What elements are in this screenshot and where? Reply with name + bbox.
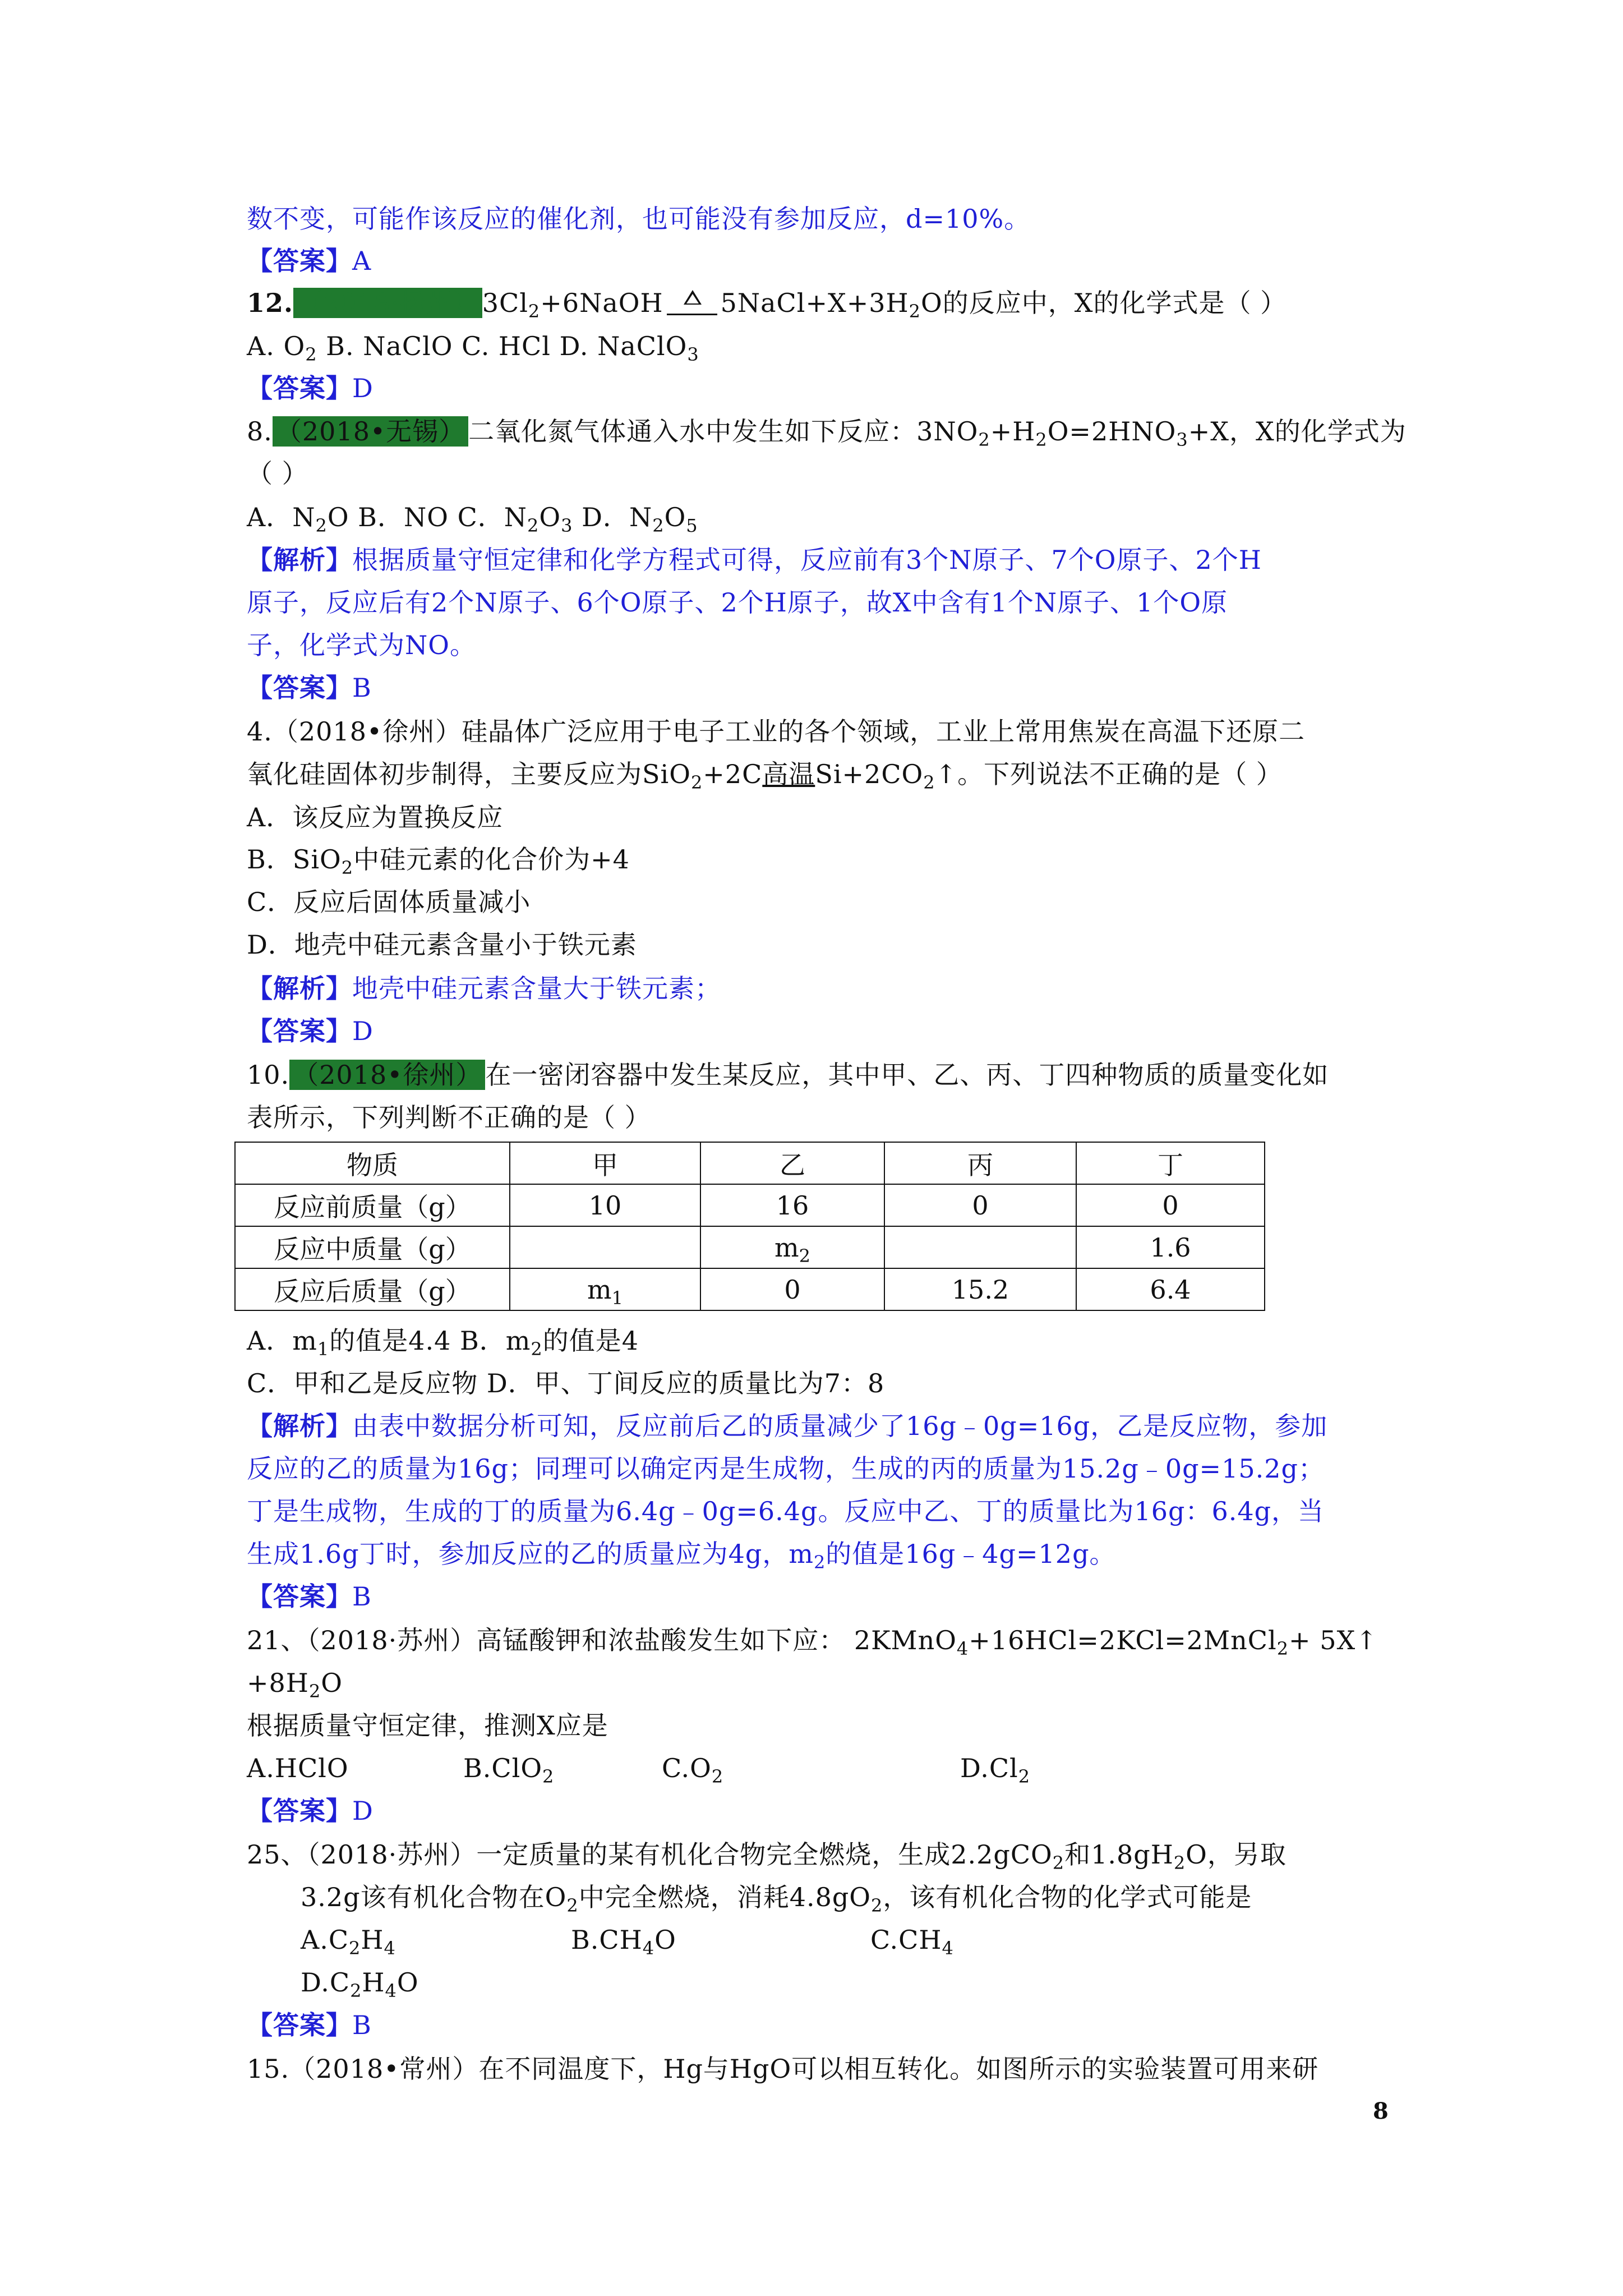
option-c: $C.CH_4$ — [870, 1925, 954, 1959]
option-a: A.HClO — [247, 1753, 349, 1783]
table-cell: $m_2$ — [700, 1226, 884, 1268]
question-text: 25、（2018·苏州）一定质量的某有机化合物完全燃烧，生成2.2gCO — [247, 1839, 1053, 1870]
table-cell: 反应后质量（g） — [235, 1268, 510, 1310]
option-b: B.ClO$_2$ — [463, 1753, 555, 1788]
option-text: O B．NO C．N — [327, 502, 528, 532]
option-text: 的值是4 — [542, 1326, 639, 1356]
option-b: $B.CH_4O$ — [571, 1925, 676, 1959]
table-row — [235, 1184, 1265, 1226]
question-25: 25、（2018·苏州）一定质量的某有机化合物完全燃烧，生成2.2gCO$_2$和$1.8gH_2O$，另取 — [247, 1839, 1287, 1874]
option-c: C．反应后固体质量减小 — [247, 887, 531, 917]
answer-line — [247, 370, 374, 406]
table-cell: 10 — [510, 1184, 700, 1226]
source-tag: （2018•无锡） — [273, 416, 468, 447]
source-tag: （2018•徐州） — [289, 1060, 485, 1090]
mass-table — [234, 1142, 1265, 1311]
table-cell: 16 — [700, 1184, 884, 1226]
question-text: 5NaCl+X+3H — [720, 288, 909, 318]
question-text: O=2HNO — [1047, 416, 1177, 447]
question-text: 和1.8gH — [1064, 1839, 1174, 1870]
answer-label: 【答案】 — [247, 1581, 352, 1612]
analysis-line — [247, 542, 1262, 578]
option-text: A．m — [247, 1326, 317, 1356]
analysis-line: 生成1.6g丁时，参加反应的乙的质量应为4g，$m_2$的值是16g﹣4g=12g。 — [247, 1539, 1116, 1573]
answer-line — [247, 1793, 374, 1829]
option-text: H — [361, 1925, 384, 1955]
answer-line — [247, 1579, 372, 1614]
option-text: O — [396, 1967, 419, 1998]
question-text: + 5X↑ — [1289, 1625, 1378, 1655]
question-21-options — [247, 1750, 349, 1786]
heat-triangle-icon — [667, 288, 717, 315]
option-text: C.CH — [870, 1925, 942, 1955]
question-12-options: A. $O_2$ B. NaClO C. HCl D. NaClO$_3$ — [247, 331, 699, 366]
table-header: 甲 — [510, 1142, 700, 1184]
analysis-label: 【解析】 — [247, 973, 352, 1004]
table-cell: 1.6 — [1076, 1226, 1265, 1268]
analysis-text: 根据质量守恒定律和化学方程式可得，反应前有3个N原子、7个O原子、2个H — [352, 545, 1262, 575]
question-10-options-2: C．甲和乙是反应物 D．甲、丁间反应的质量比为7：8 — [247, 1368, 885, 1398]
options-rest: B. NaClO C. HCl D. NaClO — [317, 331, 688, 361]
option-text: H — [362, 1967, 385, 1998]
table-cell: 反应中质量（g） — [235, 1226, 510, 1268]
answer-label: 【答案】 — [247, 673, 352, 703]
question-text: 中完全燃烧，消耗4.8gO — [578, 1882, 872, 1912]
analysis-line: 丁是生成物，生成的丁的质量为6.4g﹣0g=6.4g。反应中乙、丁的质量比为16g：6.4g，当 — [247, 1496, 1325, 1526]
answer-value: B — [352, 2010, 372, 2040]
analysis-text: 生成1.6g丁时，参加反应的乙的质量应为4g，m — [247, 1539, 814, 1569]
analysis-line — [247, 1408, 1327, 1444]
analysis-line: 原子，反应后有2个N原子、6个O原子、2个H原子，故X中含有1个N原子、1个O原 — [247, 587, 1228, 618]
question-text: O的反应中，X的化学式是（ ） — [921, 288, 1287, 318]
question-text: ↑。下列说法不正确的是（ ） — [935, 759, 1283, 789]
table-cell: 0 — [884, 1184, 1076, 1226]
question-8-paren: （ ） — [247, 458, 308, 489]
question-15: 15.（2018•常州）在不同温度下，Hg与HgO可以相互转化。如图所示的实验装置可用来研 — [247, 2054, 1319, 2084]
table-cell: 0 — [1076, 1184, 1265, 1226]
page-number: 8 — [1373, 2098, 1389, 2124]
analysis-text: 地壳中硅元素含量大于铁元素； — [352, 973, 721, 1004]
answer-value: D — [352, 1796, 374, 1826]
analysis-line — [247, 970, 721, 1006]
answer-value: D — [352, 373, 374, 403]
table-cell — [884, 1226, 1076, 1268]
analysis-line: 子，化学式为NO。 — [247, 630, 476, 660]
answer-label: 【答案】 — [247, 1796, 352, 1826]
question-10 — [247, 1057, 1329, 1093]
question-number: 12. — [247, 288, 294, 318]
table-header: 丁 — [1076, 1142, 1265, 1184]
question-text: Si+2CO — [815, 759, 924, 789]
option-d: $D.C_2H_4O$ — [301, 1967, 419, 2002]
question-text: O — [321, 1668, 343, 1698]
source-tag: （2018·扬州） — [293, 288, 482, 318]
question-text: +8H — [247, 1668, 309, 1698]
table-row — [235, 1268, 1265, 1310]
condition-text: 高温 — [762, 759, 815, 789]
table-header: 乙 — [700, 1142, 884, 1184]
question-number: 8. — [247, 416, 273, 447]
option-a: A. O — [247, 331, 306, 361]
answer-value: B — [352, 1581, 372, 1612]
table-cell: 15.2 — [884, 1268, 1076, 1310]
answer-value: A — [352, 246, 372, 276]
answer-line — [247, 243, 371, 279]
option-c: $C.O_2$ — [662, 1753, 724, 1788]
question-21-line2: $+8H_2O$ — [247, 1668, 343, 1703]
option-text: 的值是4.4 B．m — [329, 1326, 531, 1356]
question-text: +2C — [703, 759, 763, 789]
question-text: 21、（2018·苏州）高锰酸钾和浓盐酸发生如下应： 2KMnO — [247, 1625, 957, 1655]
table-header: 物质 — [235, 1142, 510, 1184]
option-text: D.Cl — [960, 1753, 1018, 1783]
table-cell: 反应前质量（g） — [235, 1184, 510, 1226]
answer-label: 【答案】 — [247, 2010, 352, 2040]
table-cell: 6.4 — [1076, 1268, 1265, 1310]
option-d: D．地壳中硅元素含量小于铁元素 — [247, 930, 637, 960]
question-text: ，该有机化合物的化学式可能是 — [883, 1882, 1252, 1912]
option-text: D．N — [573, 502, 653, 532]
question-21-line3: 根据质量守恒定律，推测X应是 — [247, 1710, 608, 1741]
option-text: 中硅元素的化合价为+4 — [353, 844, 630, 875]
answer-label: 【答案】 — [247, 246, 352, 276]
question-text: +X，X的化学式为 — [1188, 416, 1407, 447]
option-text: B．SiO — [247, 844, 342, 875]
analysis-text: 由表中数据分析可知，反应前后乙的质量减少了16g﹣0g=16g，乙是反应物，参加 — [352, 1411, 1328, 1441]
option-text: B.CH — [571, 1925, 643, 1955]
option-b: B．SiO$_2$中硅元素的化合价为+4 — [247, 844, 630, 879]
question-text: 3Cl — [482, 288, 528, 318]
question-12: 12. （2018·扬州） $3Cl_2+6NaOH$ $5NaCl+X+3H_2O$的反应中，X的化学式是（ ） — [247, 288, 1287, 323]
answer-line — [247, 1013, 374, 1049]
question-text: 氧化硅固体初步制得，主要反应为SiO — [247, 759, 691, 789]
question-text: 3.2g该有机化合物在O — [301, 1882, 567, 1912]
option-text: O — [539, 502, 561, 532]
table-header-row — [235, 1142, 1265, 1184]
question-21: 21、（2018·苏州）高锰酸钾和浓盐酸发生如下应： 2KMnO$_4$+16HCl=2KCl=2MnCl$_2$+ 5X↑ — [247, 1625, 1378, 1660]
question-8-options: A．$N_2O$ B．NO C．$N_2O_3$ D．$N_2O_5$ — [247, 502, 698, 537]
question-4: 4.（2018•徐州）硅晶体广泛应用于电子工业的各个领域，工业上常用焦炭在高温下还原二 — [247, 716, 1306, 747]
question-number: 10. — [247, 1060, 290, 1090]
analysis-line: 反应的乙的质量为16g；同理可以确定丙是生成物，生成的丙的质量为15.2g﹣0g=15.2g； — [247, 1453, 1325, 1484]
option-d: $D.Cl_2$ — [960, 1753, 1031, 1788]
answer-label: 【答案】 — [247, 1016, 352, 1046]
question-10-line2: 表所示，下列判断不正确的是（ ） — [247, 1102, 651, 1133]
question-25-line2: 3.2g该有机化合物在$O_2$中完全燃烧，消耗$4.8gO_2$，该有机化合物的化学式可能是 — [301, 1882, 1252, 1917]
option-text: O — [654, 1925, 676, 1955]
question-10-options-1: A．$m_1$的值是4.4 B．$m_2$的值是4 — [247, 1326, 639, 1360]
answer-value: B — [352, 673, 372, 703]
option-text: O — [664, 502, 686, 532]
answer-line — [247, 2007, 372, 2043]
question-text: +H — [990, 416, 1036, 447]
option-text: B.ClO — [463, 1753, 543, 1783]
option-text: A.C — [301, 1925, 349, 1955]
question-text: 二氧化氮气体通入水中发生如下反应：3NO — [468, 416, 979, 447]
answer-line — [247, 670, 372, 706]
analysis-text: 的值是16g﹣4g=12g。 — [826, 1539, 1116, 1569]
table-row — [235, 1226, 1265, 1268]
analysis-label: 【解析】 — [247, 545, 352, 575]
question-4-line2: 氧化硅固体初步制得，主要反应为SiO$_2$+2C高温$Si+2CO_2↑$。下列说法不正确的是（ ） — [247, 759, 1283, 794]
question-text: 在一密闭容器中发生某反应，其中甲、乙、丙、丁四种物质的质量变化如 — [485, 1060, 1329, 1090]
question-text: +16HCl=2KCl=2MnCl — [969, 1625, 1277, 1655]
table-cell: 0 — [700, 1268, 884, 1310]
text-line: 数不变，可能作该反应的催化剂，也可能没有参加反应，d=10%。 — [247, 204, 1031, 234]
table-cell — [510, 1226, 700, 1268]
question-text: +6NaOH — [540, 288, 663, 318]
analysis-label: 【解析】 — [247, 1411, 352, 1441]
option-text: A．N — [247, 502, 316, 532]
answer-value: D — [352, 1016, 374, 1046]
option-text: C.O — [662, 1753, 712, 1783]
option-a: $A.C_2H_4$ — [301, 1925, 396, 1959]
question-text: O，另取 — [1186, 1839, 1287, 1870]
option-text: D.C — [301, 1967, 351, 1998]
table-header: 丙 — [884, 1142, 1076, 1184]
table-cell: $m_1$ — [510, 1268, 700, 1310]
answer-label: 【答案】 — [247, 373, 352, 403]
question-8: 8. （2018•无锡） 二氧化氮气体通入水中发生如下反应：$3NO_2+H_2O=2HNO_3+X$，X的化学式为 — [247, 416, 1407, 451]
option-a: A．该反应为置换反应 — [247, 802, 504, 832]
